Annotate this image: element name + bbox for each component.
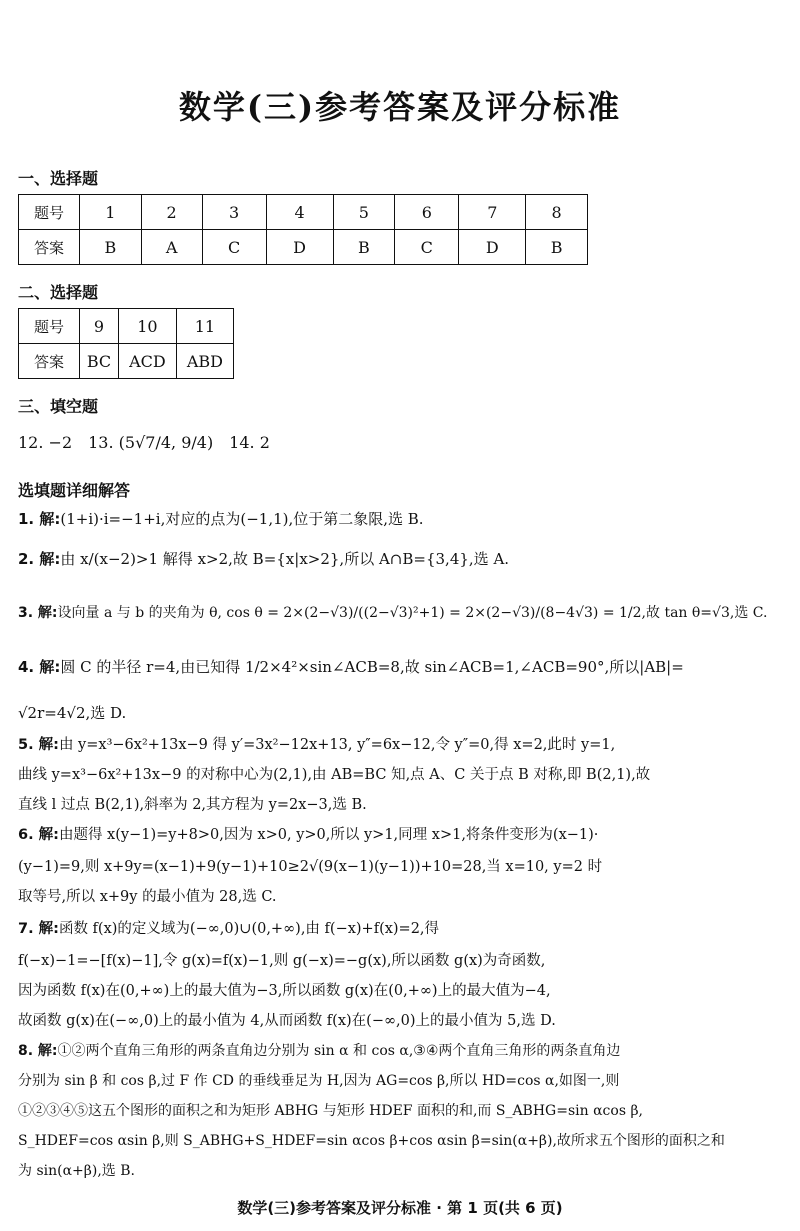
table-row-questions xyxy=(19,195,588,230)
solution-1 xyxy=(18,504,424,534)
section-heading-multiple-choice: 一、选择题 xyxy=(18,169,99,188)
solution-8-line-3: ①②③④⑤这五个图形的面积之和为矩形 ABHG 与矩形 HDEF 面积的和,而 S_ABHG=sin αcos β, xyxy=(18,1103,644,1119)
table-cell: C xyxy=(395,230,459,265)
solution-7-line-4: 故函数 g(x)在(−∞,0)上的最小值为 4,从而函数 f(x)在(−∞,0)上的最小值为 5,选 D. xyxy=(18,1013,556,1029)
table-row-questions xyxy=(19,309,234,344)
solution-label: 3. 解: xyxy=(18,605,58,621)
solution-7-line-3: 因为函数 f(x)在(0,+∞)上的最大值为−3,所以函数 g(x)在(0,+∞)上的最大值为−4, xyxy=(18,983,551,999)
details-heading: 选填题详细解答 xyxy=(18,481,131,500)
solution-5-line-3: 直线 l 过点 B(2,1),斜率为 2,其方程为 y=2x−3,选 B. xyxy=(18,797,367,813)
table-cell: B xyxy=(526,230,588,265)
solution-8-line-2: 分别为 sin β 和 cos β,过 F 作 CD 的垂线垂足为 H,因为 AG=cos β,所以 HD=cos α,如图一,则 xyxy=(18,1073,620,1089)
solution-4-line-2: √2r=4√2,选 D. xyxy=(18,704,127,722)
answer-table-2 xyxy=(18,308,234,379)
solution-text: 圆 C 的半径 r=4,由已知得 1/2×4²×sin∠ACB=8,故 sin∠ACB=1,∠ACB=90°,所以|AB|= xyxy=(60,658,684,676)
solution-4 xyxy=(18,652,684,682)
table-cell: 8 xyxy=(526,195,588,230)
solution-label: 2. 解: xyxy=(18,550,61,568)
solution-6-line-3: 取等号,所以 x+9y 的最小值为 28,选 C. xyxy=(18,889,277,905)
answer-table-1 xyxy=(18,194,588,265)
row-header-question: 题号 xyxy=(19,309,80,344)
page-title: 数学(三)参考答案及评分标准 xyxy=(178,88,622,126)
table-cell: 4 xyxy=(266,195,333,230)
solution-text: (1+i)·i=−1+i,对应的点为(−1,1),位于第二象限,选 B. xyxy=(60,510,424,528)
section-heading-multi-select: 二、选择题 xyxy=(18,283,99,302)
table-cell: 6 xyxy=(395,195,459,230)
table-cell: 7 xyxy=(459,195,526,230)
table-cell: 2 xyxy=(141,195,202,230)
solution-8-line-5: 为 sin(α+β),选 B. xyxy=(18,1163,135,1179)
table-cell: BC xyxy=(80,344,119,379)
table-cell: C xyxy=(202,230,266,265)
solution-label: 8. 解: xyxy=(18,1043,58,1059)
table-cell: 10 xyxy=(118,309,176,344)
table-cell: D xyxy=(266,230,333,265)
solution-text: 函数 f(x)的定义域为(−∞,0)∪(0,+∞),由 f(−x)+f(x)=2,得 xyxy=(58,921,440,937)
table-row-answers xyxy=(19,230,588,265)
section-heading-fill-in: 三、填空题 xyxy=(18,397,99,416)
table-row-answers xyxy=(19,344,234,379)
table-cell: ACD xyxy=(118,344,176,379)
table-cell: 9 xyxy=(80,309,119,344)
table-cell: 3 xyxy=(202,195,266,230)
solution-5-line-2: 曲线 y=x³−6x²+13x−9 的对称中心为(2,1),由 AB=BC 知,点 A、C 关于点 B 对称,即 B(2,1),故 xyxy=(18,767,651,783)
row-header-question: 题号 xyxy=(19,195,80,230)
solution-8 xyxy=(18,1036,620,1066)
table-cell: D xyxy=(459,230,526,265)
solution-6 xyxy=(18,820,598,850)
solution-text: ①②两个直角三角形的两条直角边分别为 sin α 和 cos α,③④两个直角三角形的两条直角边 xyxy=(57,1043,621,1059)
solution-text: 由 y=x³−6x²+13x−9 得 y′=3x²−12x+13, y″=6x−12,令 y″=0,得 x=2,此时 y=1, xyxy=(58,737,616,753)
fill-in-answers: 12. −2 13. (5√7/4, 9/4) 14. 2 xyxy=(18,433,270,452)
table-cell: 11 xyxy=(176,309,233,344)
solution-7 xyxy=(18,914,439,944)
table-cell: 1 xyxy=(80,195,142,230)
solution-label: 5. 解: xyxy=(18,737,59,753)
solution-3 xyxy=(18,598,767,628)
solution-8-line-4: S_HDEF=cos αsin β,则 S_ABHG+S_HDEF=sin αcos β+cos αsin β=sin(α+β),故所求五个图形的面积之和 xyxy=(18,1133,725,1149)
row-header-answer: 答案 xyxy=(19,344,80,379)
solution-7-line-2: f(−x)−1=−[f(x)−1],令 g(x)=f(x)−1,则 g(−x)=−g(x),所以函数 g(x)为奇函数, xyxy=(18,953,546,969)
solution-label: 7. 解: xyxy=(18,921,59,937)
solution-6-line-2: (y−1)=9,则 x+9y=(x−1)+9(y−1)+10≥2√(9(x−1)(y−1))+10=28,当 x=10, y=2 时 xyxy=(18,859,603,875)
page-footer: 数学(三)参考答案及评分标准 · 第 1 页(共 6 页) xyxy=(237,1199,563,1217)
solution-label: 6. 解: xyxy=(18,827,59,843)
row-header-answer: 答案 xyxy=(19,230,80,265)
table-cell: B xyxy=(333,230,395,265)
table-cell: A xyxy=(141,230,202,265)
solution-text: 由 x/(x−2)>1 解得 x>2,故 B={x|x>2},所以 A∩B={3,4},选 A. xyxy=(60,550,510,568)
solution-label: 1. 解: xyxy=(18,510,61,528)
solution-text: 由题得 x(y−1)=y+8>0,因为 x>0, y>0,所以 y>1,同理 x>1,将条件变形为(x−1)· xyxy=(58,827,599,843)
table-cell: B xyxy=(80,230,142,265)
table-cell: ABD xyxy=(176,344,233,379)
solution-2 xyxy=(18,544,509,574)
solution-label: 4. 解: xyxy=(18,658,61,676)
solution-text: 设向量 a 与 b 的夹角为 θ, cos θ = 2×(2−√3)/((2−√3)²+1) = 2×(2−√3)/(8−4√3) = 1/2,故 tan θ=√3,选 C. xyxy=(57,605,768,621)
table-cell: 5 xyxy=(333,195,395,230)
solution-5 xyxy=(18,730,615,760)
